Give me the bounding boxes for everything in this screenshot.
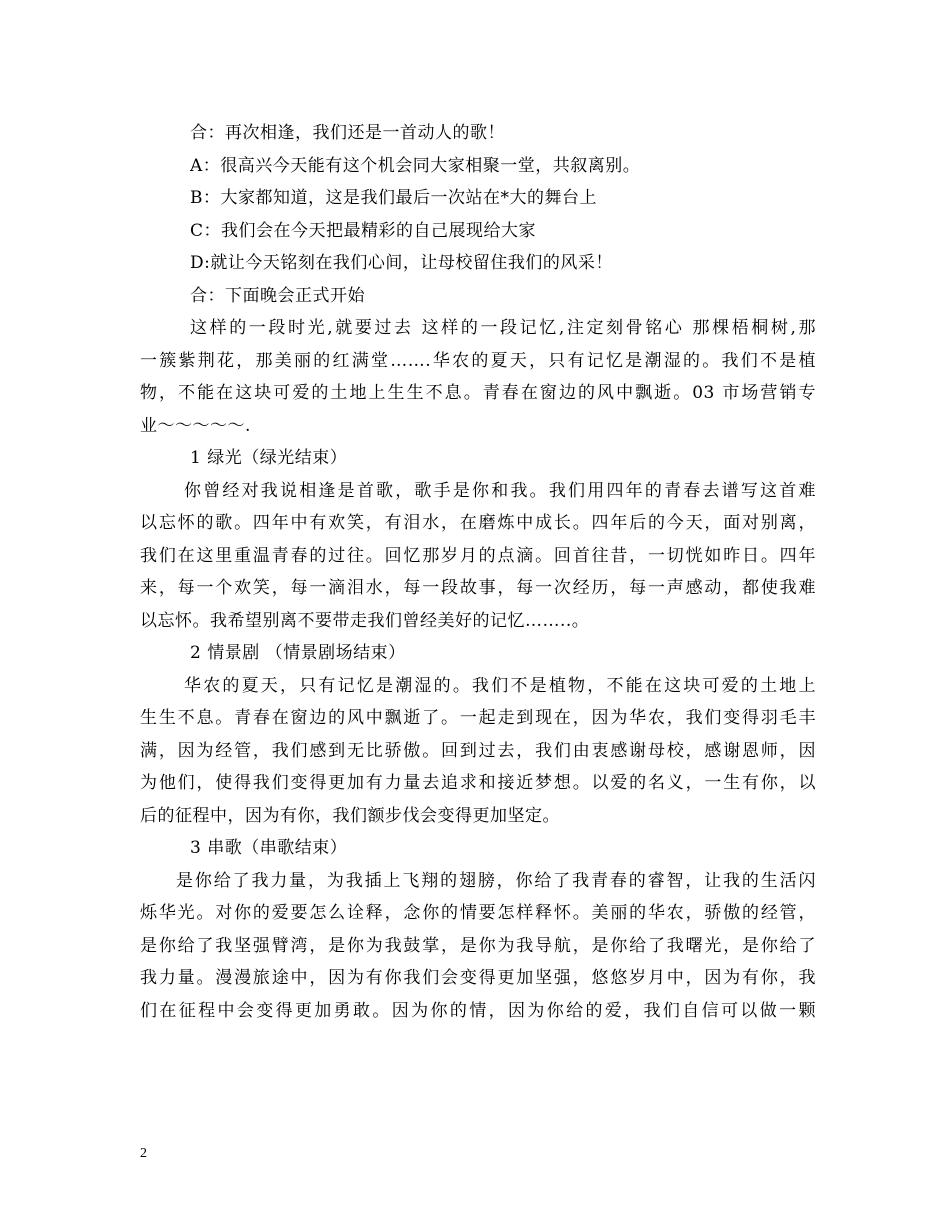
paragraph-line: 以忘怀的歌。四年中有欢笑，有泪水，在磨炼中成长。四年后的今天，面对别离， bbox=[140, 513, 816, 533]
paragraph-line: 以忘怀。我希望别离不要带走我们曾经美好的记忆……..。 bbox=[140, 610, 590, 631]
paragraph-line: 华农的夏天，只有记忆是潮湿的。我们不是植物，不能在这块可爱的土地上 bbox=[184, 675, 816, 696]
section-heading-3: 3 串歌（串歌结束） bbox=[190, 838, 348, 858]
paragraph-line: 我们在这里重温青春的过往。回忆那岁月的点滴。回首往昔，一切恍如昨日。四年 bbox=[140, 545, 816, 566]
paragraph-line: 业～～～～～. bbox=[140, 415, 251, 436]
document-body bbox=[140, 117, 816, 1027]
paragraph-line: 一簇紫荆花，那美丽的红满堂…….华农的夏天，只有记忆是潮湿的。我们不是植 bbox=[140, 350, 816, 371]
page-number: 2 bbox=[140, 1146, 147, 1161]
paragraph-line: 们在征程中会变得更加勇敢。因为你的情，因为你给的爱，我们自信可以做一颗 bbox=[140, 1000, 816, 1021]
dialogue-line-d: D:就让今天铭刻在我们心间，让母校留住我们的风采！ bbox=[190, 253, 613, 273]
dialogue-line-chorus-start: 合：下面晚会正式开始 bbox=[190, 285, 365, 306]
paragraph-line: 我力量。漫漫旅途中，因为有你我们会变得更加坚强，悠悠岁月中，因为有你，我 bbox=[140, 968, 816, 988]
dialogue-line-a: A：很高兴今天能有这个机会同大家相聚一堂，共叙离别。 bbox=[190, 155, 641, 176]
paragraph-line: 后的征程中，因为有你，我们额步伐会变得更加坚定。 bbox=[140, 805, 560, 826]
paragraph-line: 满，因为经管，我们感到无比骄傲。回到过去，我们由衷感谢母校，感谢恩师，因 bbox=[140, 740, 816, 761]
paragraph-line: 生生不息。青春在窗边的风中飘逝了。一起走到现在，因为华农，我们变得羽毛丰 bbox=[140, 708, 816, 728]
paragraph-line: 这样的一段时光,就要过去 这样的一段记忆,注定刻骨铭心 那棵梧桐树,那 bbox=[190, 318, 816, 338]
dialogue-line-c: C：我们会在今天把最精彩的自己展现给大家 bbox=[190, 220, 537, 241]
paragraph-line: 是你给了我力量，为我插上飞翔的翅膀，你给了我青春的睿智，让我的生活闪 bbox=[176, 870, 816, 891]
paragraph-line: 你曾经对我说相逢是首歌，歌手是你和我。我们用四年的青春去谱写这首难 bbox=[184, 480, 816, 501]
paragraph-line: 为他们，使得我们变得更加有力量去追求和接近梦想。以爱的名义，一生有你，以 bbox=[140, 773, 816, 793]
section-heading-1: 1 绿光（绿光结束） bbox=[190, 448, 348, 468]
section-heading-2: 2 情景剧 （情景剧场结束） bbox=[190, 643, 406, 663]
paragraph-line: 来，每一个欢笑，每一滴泪水，每一段故事，每一次经历，每一声感动，都使我难 bbox=[140, 578, 816, 598]
paragraph-line: 烁华光。对你的爱要怎么诠释，念你的情要怎样释怀。美丽的华农，骄傲的经管， bbox=[140, 903, 816, 923]
dialogue-line-b: B：大家都知道，这是我们最后一次站在*大的舞台上 bbox=[190, 188, 597, 208]
paragraph-line: 物，不能在这块可爱的土地上生生不息。青春在窗边的风中飘逝。03 市场营销专 bbox=[140, 383, 816, 403]
dialogue-line-chorus: 合：再次相逢，我们还是一首动人的歌！ bbox=[190, 123, 505, 143]
paragraph-line: 是你给了我坚强臂湾，是你为我鼓掌，是你为我导航，是你给了我曙光，是你给了 bbox=[140, 935, 816, 956]
